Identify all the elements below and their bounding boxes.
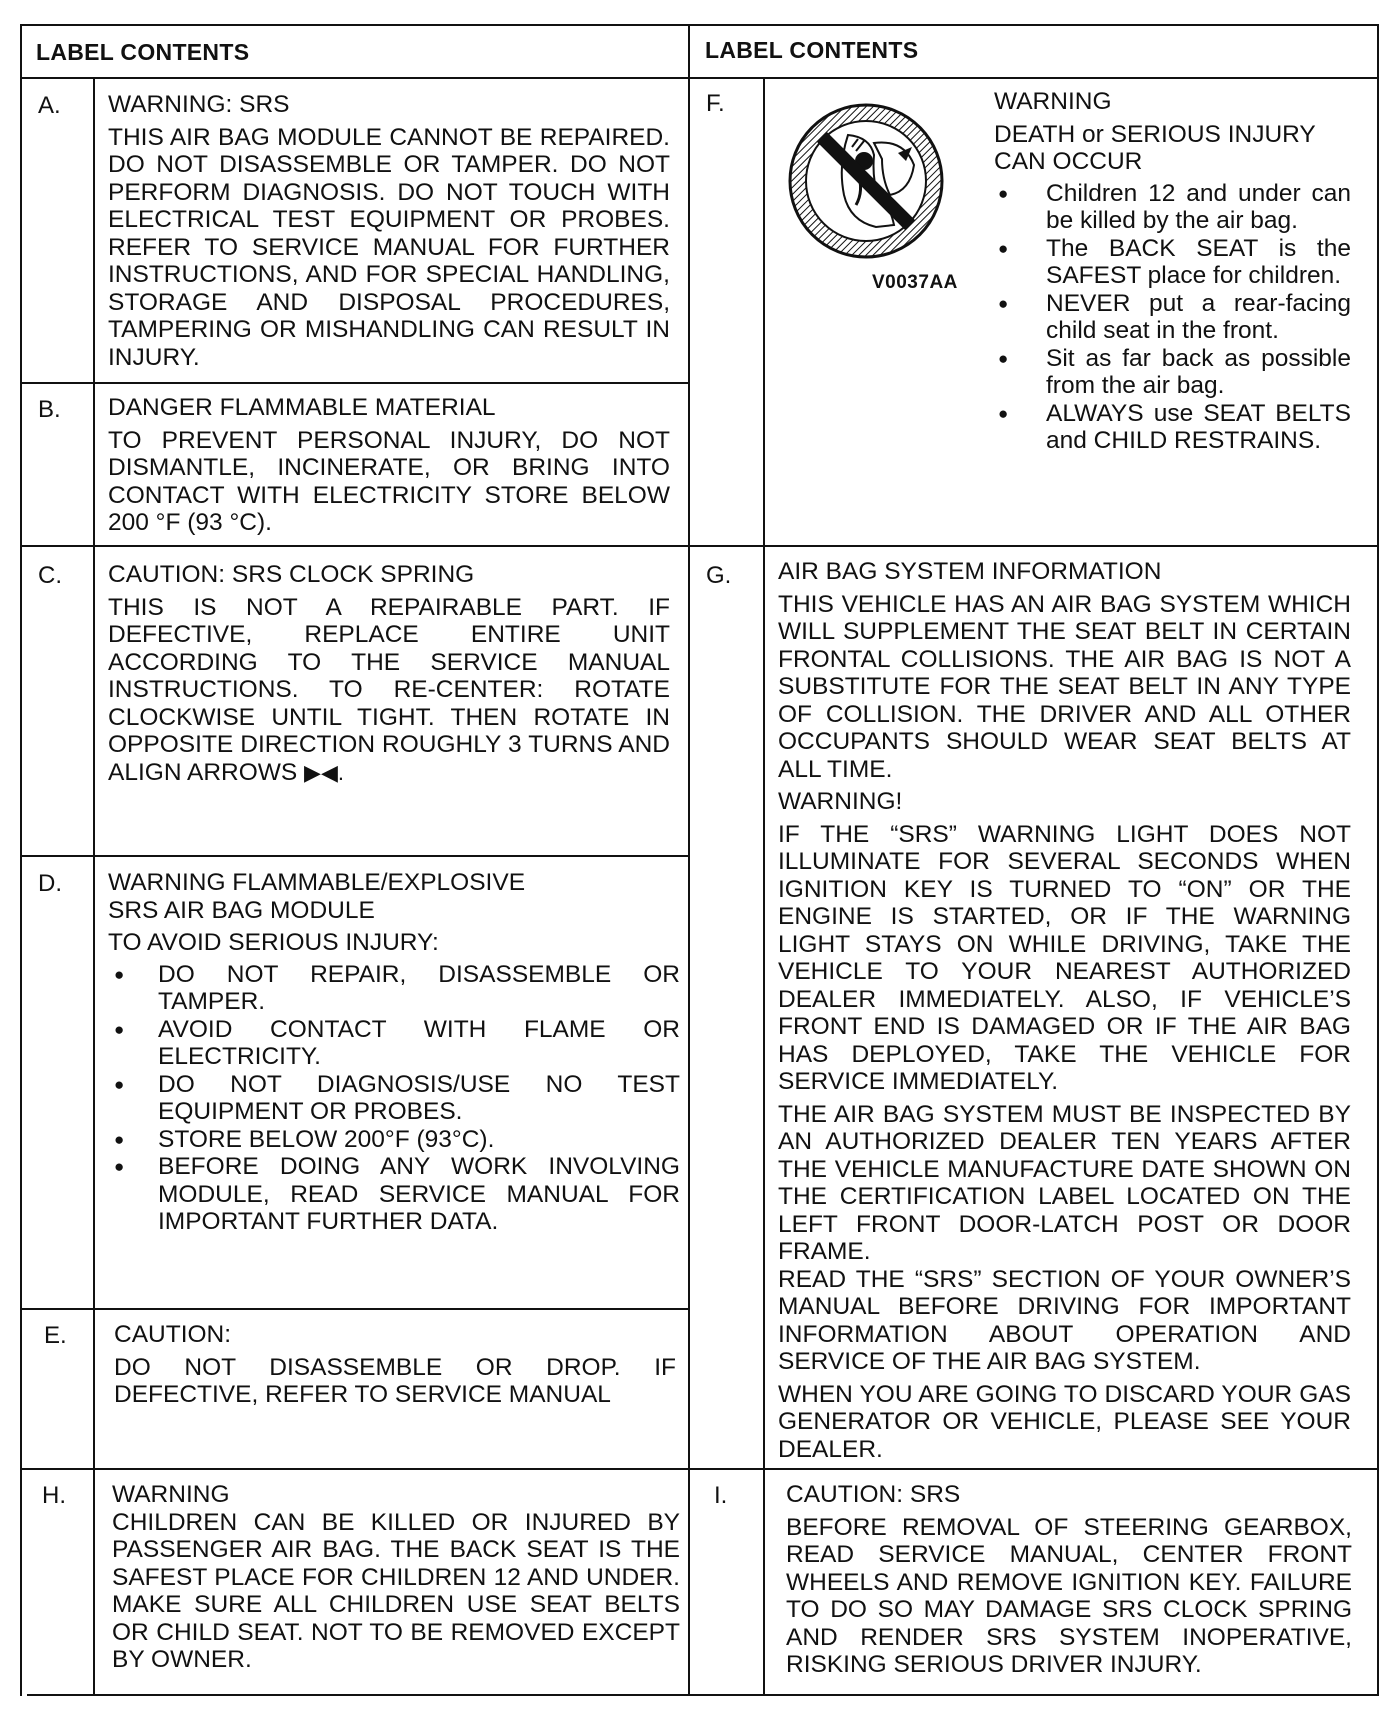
label-g-paragraph-3: THE AIR BAG SYSTEM MUST BE INSPECTED BY AN AUTHORIZED DEALER TEN YEARS AFTER THE VEHICLE MANUFACTURE DATE SHOWN ON THE CERTIFICATION LABEL LOCATED ON THE LEFT FRONT DOOR-LATCH POST OR DOOR FRAME.: [778, 1100, 1351, 1265]
header-divider: [20, 77, 1379, 79]
label-c-body: THIS IS NOT A REPAIRABLE PART. IF DEFECTIVE, REPLACE ENTIRE UNIT ACCORDING TO THE SERVICE MANUAL INSTRUCTIONS. TO RE-CENTER: ROTATE CLOCKWISE UNTIL TIGHT. THEN ROTATE IN OPPOSITE DIRECTION ROUGHLY 3 TURNS AND ALIGN ARROWS: [108, 593, 670, 786]
label-d-content: [108, 869, 680, 1236]
label-a-body: THIS AIR BAG MODULE CANNOT BE REPAIRED. DO NOT DISASSEMBLE OR TAMPER. DO NOT PERFORM DIAGNOSIS. DO NOT TOUCH WITH ELECTRICAL TEST EQUIPMENT OR PROBES. REFER TO SERVICE MANUAL FOR FURTHER INSTRUCTIONS, AND FOR SPECIAL HANDLING, STORAGE AND DISPOSAL PROCEDURES, TAMPERING OR MISHANDLING CAN RESULT IN INJURY.: [108, 123, 670, 371]
right-letter-divider: [763, 77, 765, 1696]
label-f-subtitle: DEATH or SERIOUS INJURY CAN OCCUR: [994, 120, 1316, 175]
label-h-body: CHILDREN CAN BE KILLED OR INJURED BY PASSENGER AIR BAG. THE BACK SEAT IS THE SAFEST PLACE FOR CHILDREN 12 AND UNDER. MAKE SURE ALL CHILDREN USE SEAT BELTS OR CHILD SEAT. NOT TO BE REMOVED EXCEPT BY OWNER.: [112, 1508, 680, 1673]
label-d-bullet-list: [108, 961, 680, 1236]
label-e-title: CAUTION:: [114, 1321, 232, 1348]
label-d-subtitle: SRS AIR BAG MODULE: [108, 896, 375, 924]
label-g-paragraph-4: READ THE “SRS” SECTION OF YOUR OWNER’S MANUAL BEFORE DRIVING FOR IMPORTANT INFORMATION ABOUT OPERATION AND SERVICE OF THE AIR BAG SYSTEM.: [778, 1265, 1351, 1375]
label-i-content: [786, 1481, 1352, 1679]
table-border-left: [20, 24, 22, 1696]
label-g-paragraph-2: IF THE “SRS” WARNING LIGHT DOES NOT ILLUMINATE FOR SEVERAL SECONDS WHEN IGNITION KEY IS TURNED TO “ON” OR THE ENGINE IS STARTED, OR IF THE WARNING LIGHT STAYS ON WHILE DRIVING, TAKE THE VEHICLE TO YOUR NEAREST AUTHORIZED DEALER IMMEDIATELY. ALSO, IF VEHICLE’S FRONT END IS DAMAGED OR IF THE AIR BAG HAS DEPLOYED, TAKE THE VEHICLE FOR SERVICE IMMEDIATELY.: [778, 820, 1351, 1095]
label-f-title: WARNING: [994, 88, 1112, 115]
label-e-body: DO NOT DISASSEMBLE OR DROP. IF DEFECTIVE, REFER TO SERVICE MANUAL: [114, 1353, 676, 1408]
list-item: ● NEVER put a rear-facing child seat in the front.: [994, 290, 1351, 345]
table-border-bottom: [27, 1694, 1379, 1696]
list-item: ● The BACK SEAT is the SAFEST place for children.: [994, 235, 1351, 290]
table-border-top: [20, 24, 1379, 26]
list-item: ● Children 12 and under can be killed by the air bag.: [994, 180, 1351, 235]
label-e-letter: E.: [44, 1322, 67, 1349]
label-b-content: [108, 394, 670, 537]
label-f-content: [994, 88, 1351, 455]
label-i-title: CAUTION: SRS: [786, 1481, 961, 1508]
table-border-right: [1377, 24, 1379, 1696]
left-letter-divider: [93, 77, 95, 1696]
label-h-content: [112, 1481, 680, 1674]
label-f-bullet-list: [994, 180, 1351, 455]
label-b-title: DANGER FLAMMABLE MATERIAL: [108, 394, 496, 421]
align-arrows-icon: ▶◀.: [304, 759, 344, 785]
label-b-letter: B.: [38, 396, 61, 423]
label-i-body: BEFORE REMOVAL OF STEERING GEARBOX, READ SERVICE MANUAL, CENTER FRONT WHEELS AND REMOVE IGNITION KEY. FAILURE TO DO SO MAY DAMAGE SRS CLOCK SPRING AND RENDER SRS SYSTEM INOPERATIVE, RISKING SERIOUS DRIVER INJURY.: [786, 1513, 1352, 1678]
label-d-title: WARNING FLAMMABLE/EXPLOSIVE: [108, 869, 526, 896]
list-item: ● ALWAYS use SEAT BELTS and CHILD RESTRAINS.: [994, 400, 1351, 455]
label-a-title: WARNING: SRS: [108, 91, 290, 118]
label-h-title: WARNING: [112, 1481, 230, 1508]
list-item: ● BEFORE DOING ANY WORK INVOLVING MODULE, READ SERVICE MANUAL FOR IMPORTANT FURTHER DATA.: [108, 1153, 680, 1236]
label-d-letter: D.: [38, 870, 62, 897]
label-e-content: [114, 1321, 676, 1409]
label-f-letter: F.: [706, 90, 725, 117]
label-g-title: AIR BAG SYSTEM INFORMATION: [778, 558, 1162, 585]
label-c-content: [108, 561, 670, 786]
label-f-image-code: V0037AA: [872, 272, 958, 293]
label-a-letter: A.: [38, 92, 61, 119]
row-divider-cd: [20, 855, 690, 857]
label-c-letter: C.: [38, 562, 62, 589]
label-g-letter: G.: [706, 562, 732, 589]
label-d-intro: TO AVOID SERIOUS INJURY:: [108, 929, 439, 956]
label-h-letter: H.: [42, 1482, 66, 1509]
center-divider: [688, 24, 690, 1696]
label-a-content: [108, 91, 670, 371]
no-child-front-seat-icon: [778, 95, 954, 267]
label-g-paragraph-5: WHEN YOU ARE GOING TO DISCARD YOUR GAS GENERATOR OR VEHICLE, PLEASE SEE YOUR DEALER.: [778, 1380, 1351, 1463]
label-g-warning: WARNING!: [778, 788, 903, 815]
list-item: ● STORE BELOW 200°F (93°C).: [108, 1126, 680, 1154]
list-item: ● Sit as far back as possible from the air bag.: [994, 345, 1351, 400]
label-g-content: [778, 558, 1351, 1463]
label-i-letter: I.: [714, 1482, 728, 1509]
label-b-body: TO PREVENT PERSONAL INJURY, DO NOT DISMANTLE, INCINERATE, OR BRING INTO CONTACT WITH ELECTRICITY STORE BELOW 200 °F (93 °C).: [108, 426, 670, 536]
header-label-contents-left: LABEL CONTENTS: [36, 39, 250, 65]
label-c-title: CAUTION: SRS CLOCK SPRING: [108, 561, 475, 588]
row-divider-c-left: [20, 545, 690, 547]
row-divider-ab: [20, 382, 690, 384]
list-item: ● DO NOT REPAIR, DISASSEMBLE OR TAMPER.: [108, 961, 680, 1016]
list-item: ● DO NOT DIAGNOSIS/USE NO TEST EQUIPMENT OR PROBES.: [108, 1071, 680, 1126]
label-g-paragraph-1: THIS VEHICLE HAS AN AIR BAG SYSTEM WHICH WILL SUPPLEMENT THE SEAT BELT IN CERTAIN FRONTAL COLLISIONS. THE AIR BAG IS NOT A SUBSTITUTE FOR THE SEAT BELT IN ANY TYPE OF COLLISION. THE DRIVER AND ALL OTHER OCCUPANTS SHOULD WEAR SEAT BELTS AT ALL TIME.: [778, 590, 1351, 783]
list-item: ● AVOID CONTACT WITH FLAME OR ELECTRICITY.: [108, 1016, 680, 1071]
row-divider-g-right: [688, 545, 1379, 547]
row-divider-h: [20, 1468, 1379, 1470]
label-c-body-paragraph: [108, 594, 670, 787]
row-divider-de: [20, 1308, 690, 1310]
header-label-contents-right: LABEL CONTENTS: [705, 37, 919, 63]
